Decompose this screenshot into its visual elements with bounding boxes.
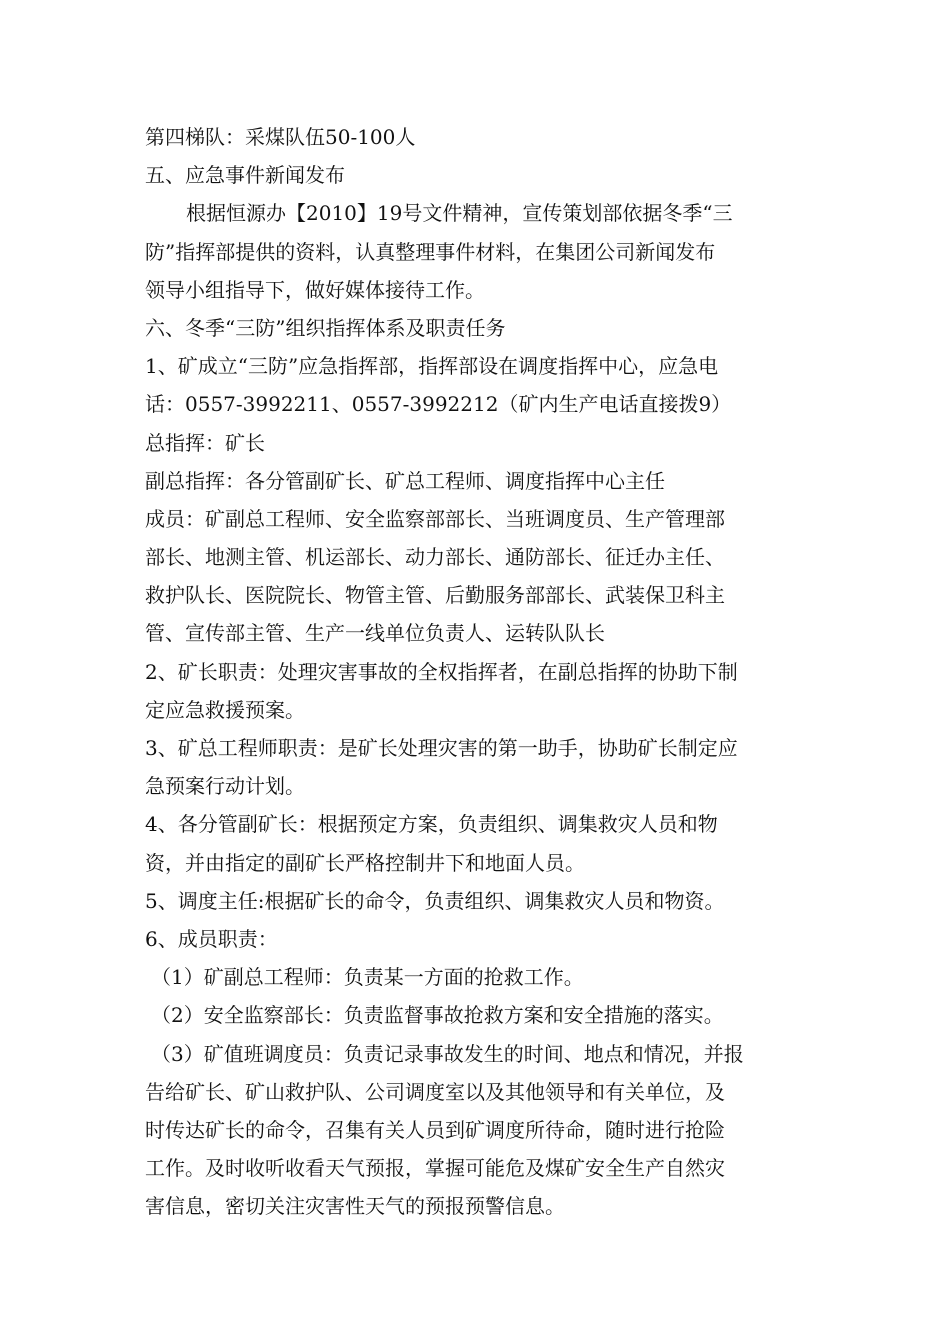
text-line: 根据恒源办【2010】19号文件精神，宣传策划部依据冬季“三 [186,201,733,226]
text-line: 1、矿成立“三防”应急指挥部，指挥部设在调度指挥中心，应急电 [145,354,719,379]
text-line: 防”指挥部提供的资料，认真整理事件材料，在集团公司新闻发布 [145,239,716,264]
section-heading: 五、应急事件新闻发布 [145,163,345,188]
text-line: 资，并由指定的副矿长严格控制井下和地面人员。 [145,850,585,875]
section-heading: 六、冬季“三防”组织指挥体系及职责任务 [145,315,506,340]
document-body [145,118,825,1225]
text-line: 部长、地测主管、机运部长、动力部长、通防部长、征迁办主任、 [145,545,725,570]
text-line: 成员：矿副总工程师、安全监察部部长、当班调度员、生产管理部 [145,506,725,531]
text-line: 4、各分管副矿长：根据预定方案，负责组织、调集救灾人员和物 [145,812,718,837]
text-line: 总指挥：矿长 [145,430,265,455]
text-line: 定应急救援预案。 [145,697,305,722]
text-line: 管、宣传部主管、生产一线单位负责人、运转队队长 [145,621,605,646]
text-line: 告给矿长、矿山救护队、公司调度室以及其他领导和有关单位，及 [145,1079,725,1104]
text-line: 工作。及时收听收看天气预报，掌握可能危及煤矿安全生产自然灾 [145,1156,725,1181]
text-line: 2、矿长职责：处理灾害事故的全权指挥者，在副总指挥的协助下制 [145,659,738,684]
text-line: 时传达矿长的命令，召集有关人员到矿调度所待命，随时进行抢险 [145,1117,725,1142]
text-line: 急预案行动计划。 [145,774,305,799]
text-line: （3）矿值班调度员：负责记录事故发生的时间、地点和情况，并报 [151,1041,744,1066]
text-line: 3、矿总工程师职责：是矿长处理灾害的第一助手，协助矿长制定应 [145,736,738,760]
text-line: 6、成员职责： [145,926,278,951]
text-line: 话：0557-3992211、0557-3992212（矿内生产电话直接拨9） [145,392,732,417]
text-line: 第四梯队：采煤队伍50-100人 [145,125,416,149]
text-line: 害信息，密切关注灾害性天气的预报预警信息。 [145,1194,565,1219]
text-line: （2）安全监察部长：负责监督事故抢救方案和安全措施的落实。 [151,1003,724,1028]
text-line: 5、调度主任:根据矿长的命令，负责组织、调集救灾人员和物资。 [145,888,725,913]
text-line: 副总指挥：各分管副矿长、矿总工程师、调度指挥中心主任 [145,468,665,493]
text-line: 领导小组指导下，做好媒体接待工作。 [145,277,485,302]
text-line: 救护队长、医院院长、物管主管、后勤服务部部长、武装保卫科主 [145,583,725,608]
text-line: （1）矿副总工程师：负责某一方面的抢救工作。 [151,965,584,990]
